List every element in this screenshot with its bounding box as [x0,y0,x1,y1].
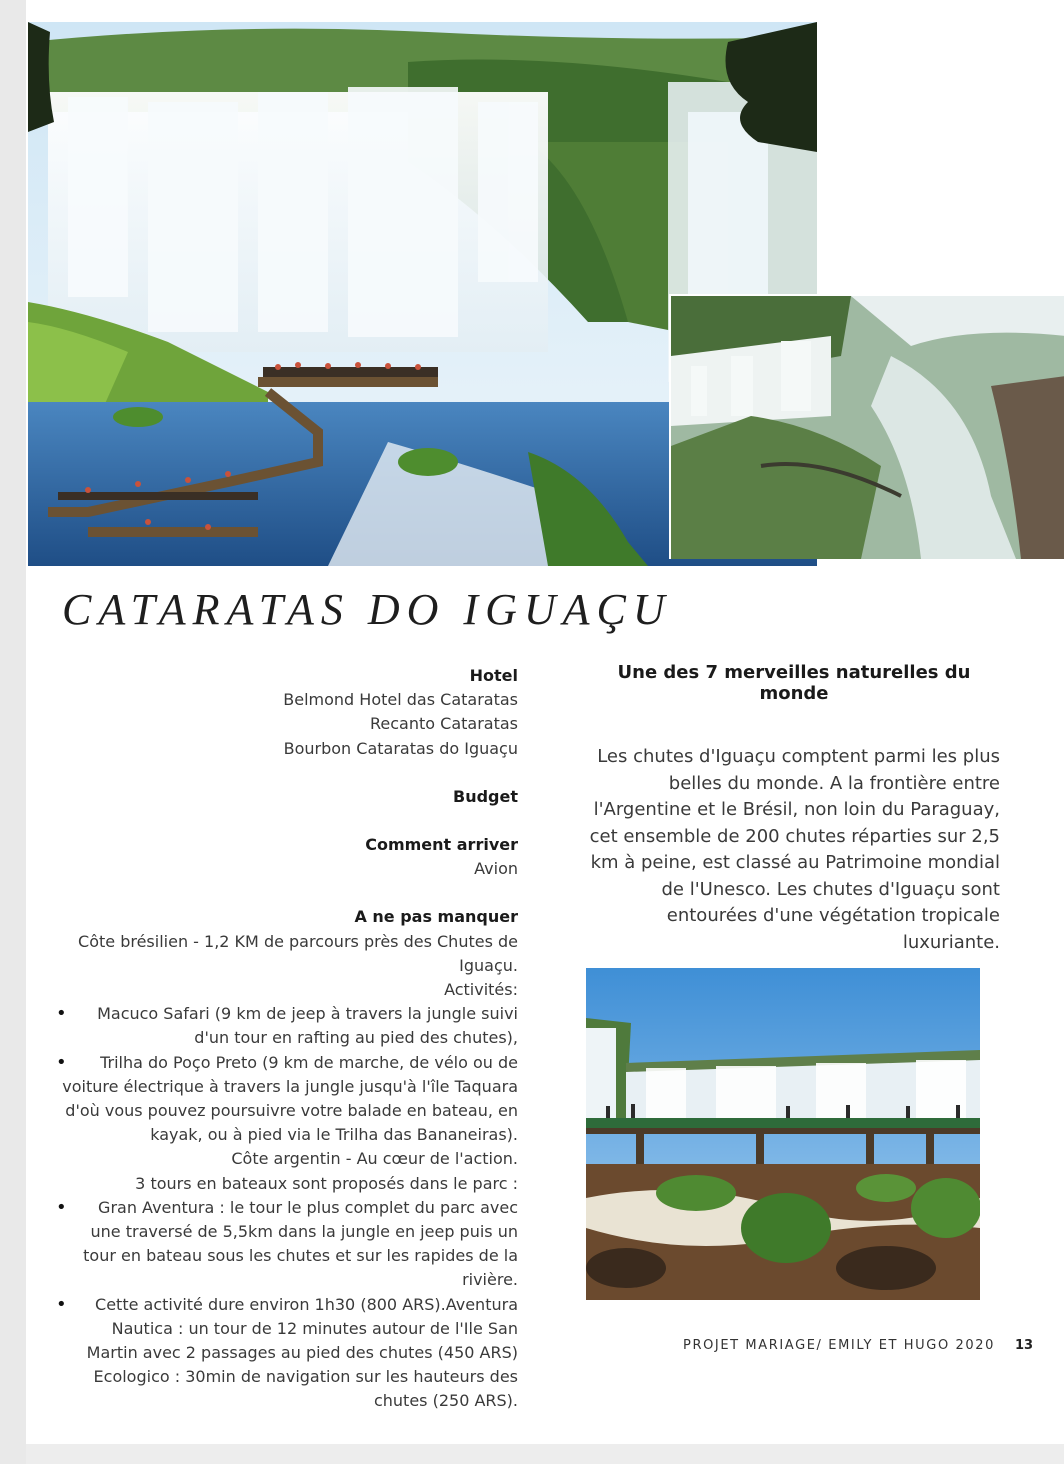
page-shadow-left [0,0,26,1464]
list-item: Gran Aventura : le tour le plus complet du parc avec [98,1197,518,1217]
description-column [586,662,1000,956]
text-line: Ecologico : 30min de navigation sur les hauteurs des [93,1367,518,1387]
arrive-value: Avion [474,859,518,879]
description-line: luxuriante. [902,931,1000,953]
text-line: d'où vous pouvez poursuivre votre balade en bateau, en [65,1101,518,1121]
description [586,744,1000,956]
list-item: Trilha do Poço Preto (9 km de marche, de vélo ou de [100,1052,518,1072]
page-shadow-bottom [26,1444,1064,1464]
subtitle: Une des 7 merveilles naturelles du monde [617,662,971,704]
page-title: CATARATAS DO IGUAÇU [62,585,672,634]
info-column [56,664,518,1414]
text-line: Nautica : un tour de 12 minutes autour de l'Ile San [111,1318,518,1338]
text-line: tour en bateau sous les chutes et sur les rapides de la [83,1246,518,1266]
description-line: cet ensemble de 200 chutes réparties sur 2,5 [589,825,1000,847]
hotel-heading: Hotel [469,666,518,685]
description-line: entourées d'une végétation tropicale [666,905,1000,926]
list-item: Macuco Safari (9 km de jeep à travers la jungle suivi [97,1004,518,1024]
text-line: 3 tours en bateaux sont proposés dans le parc : [135,1173,518,1193]
text-line: Iguaçu. [459,955,518,975]
bullet-icon: • [56,1196,67,1218]
description-line: Les chutes d'Iguaçu comptent parmi les plus [597,746,1000,767]
bullet-icon: • [56,1003,67,1025]
hotel-item: Belmond Hotel das Cataratas [283,690,518,710]
description-line: belles du monde. A la frontière entre [668,772,1000,794]
text-line: chutes (250 ARS). [373,1391,518,1411]
text-line: Activités: [444,980,518,1000]
text-line: une traversé de 5,5km dans la jungle en jeep puis un [90,1222,518,1242]
photo-bridge-falls [586,968,980,1300]
description-line: l'Argentine et le Brésil, non loin du Paraguay, [593,799,1000,820]
list-item: Cette activité dure environ 1h30 (800 ARS).Aventura [95,1294,518,1314]
description-line: km à peine, est classé au Patrimoine mondial [590,852,1000,873]
hotel-item: Recanto Cataratas [370,714,518,734]
must-see-heading: A ne pas manquer [354,907,518,927]
text-line: Côte brésilien - 1,2 KM de parcours près des Chutes de [78,931,518,951]
text-line: d'un tour en rafting au pied des chutes), [194,1028,518,1048]
description-line: de l'Unesco. Les chutes d'Iguaçu sont [661,878,1000,900]
text-line: voiture électrique à travers la jungle jusqu'à l'île Taquara [62,1076,518,1096]
text-line: rivière. [462,1270,518,1290]
hotel-item: Bourbon Cataratas do Iguaçu [283,738,518,758]
footer-text: PROJET MARIAGE/ EMILY ET HUGO 2020 [683,1338,996,1353]
arrive-heading: Comment arriver [365,835,518,855]
page-number: 13 [1015,1338,1034,1353]
text-line: kayak, ou à pied via le Trilha das Bananeiras). [150,1125,518,1145]
bullet-icon: • [56,1051,67,1073]
photo-side-canyon [669,294,1064,559]
text-line: Côte argentin - Au cœur de l'action. [231,1149,518,1169]
bullet-icon: • [56,1293,67,1315]
budget-heading: Budget [453,786,518,806]
text-line: Martin avec 2 passages au pied des chutes (450 ARS) [86,1343,518,1363]
